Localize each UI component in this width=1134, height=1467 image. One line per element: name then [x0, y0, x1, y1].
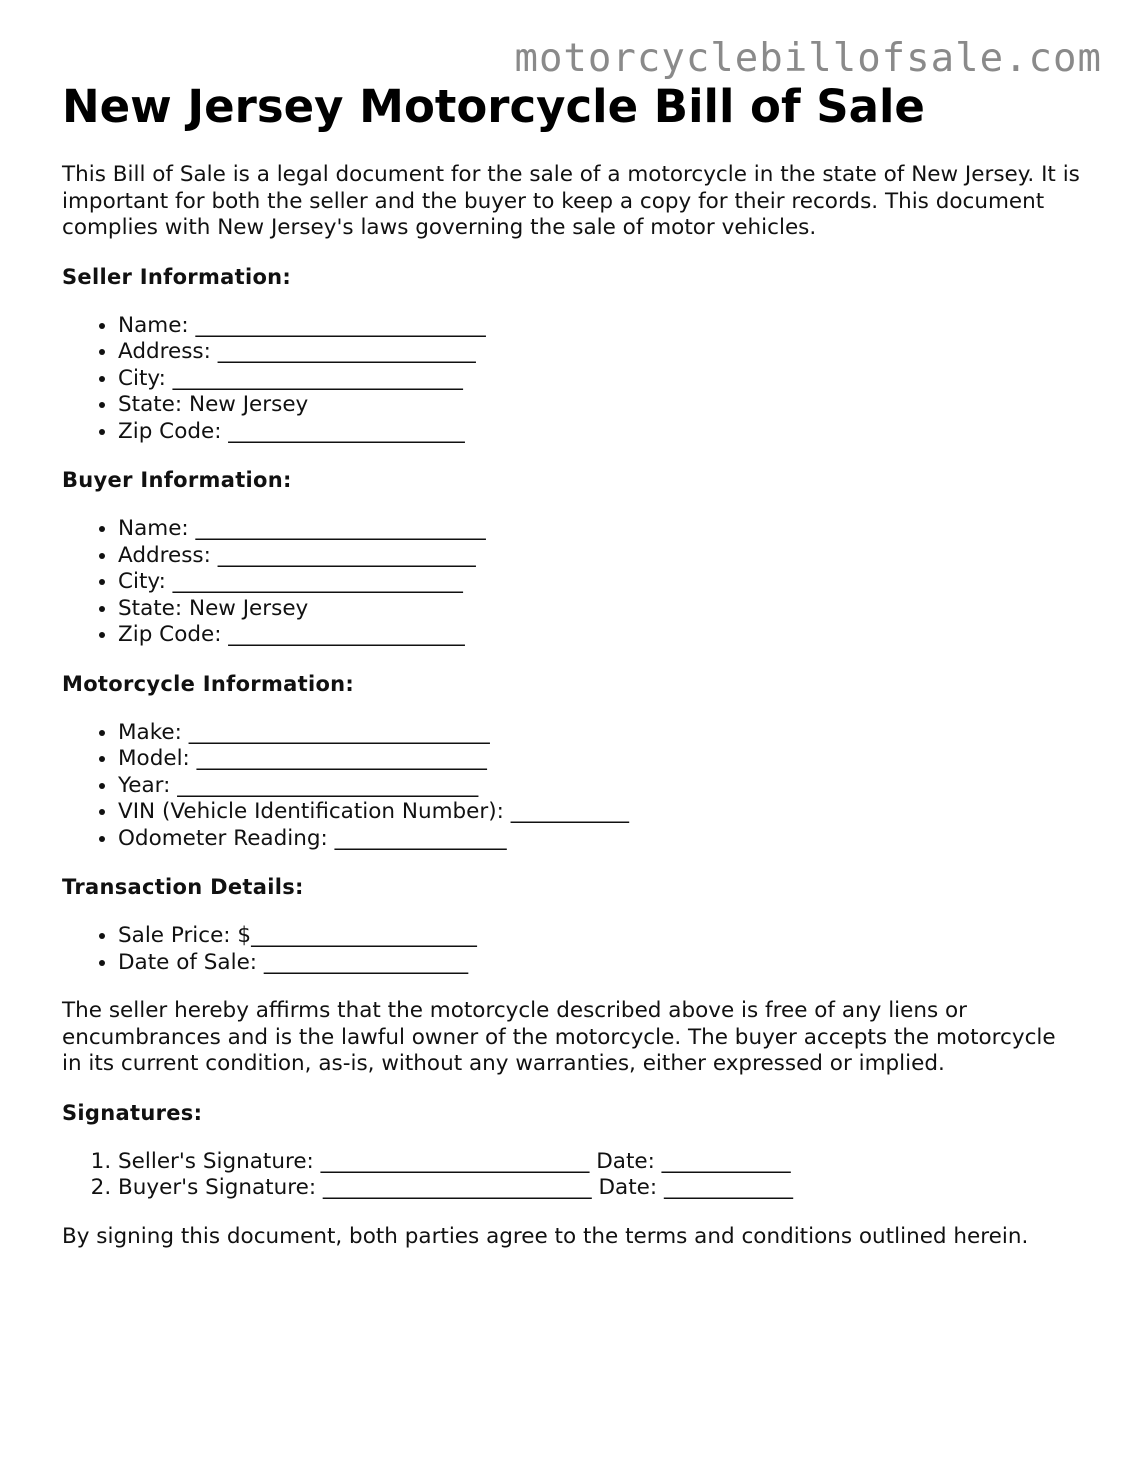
vin-field[interactable]: • VIN (Vehicle Identification Number): ___________: [118, 799, 1082, 826]
affirmation-paragraph: The seller hereby affirms that the motorcycle described above is free of any liens or encumbrances and is the lawful owner of the motorcycle. The buyer accepts the motorcycle in its current condition, as-is, without any warranties, either expressed or implied.: [62, 998, 1056, 1076]
seller-zip-field[interactable]: • Zip Code: ______________________: [118, 419, 1082, 446]
buyer-signature-line[interactable]: 2. Buyer's Signature: _________________________ Date: ____________: [118, 1175, 1082, 1202]
motorcycle-heading: Motorcycle Information:: [62, 671, 355, 696]
seller-state-field: • State: New Jersey: [118, 392, 1082, 419]
year-field[interactable]: • Year: ____________________________: [118, 773, 1082, 800]
page-title: New Jersey Motorcycle Bill of Sale: [62, 80, 925, 133]
buyer-zip-field[interactable]: • Zip Code: ______________________: [118, 622, 1082, 649]
seller-city-field[interactable]: • City: ___________________________: [118, 366, 1082, 393]
seller-address-field[interactable]: • Address: ________________________: [118, 339, 1082, 366]
make-field[interactable]: • Make: ____________________________: [118, 720, 1082, 747]
seller-name-field[interactable]: • Name: ___________________________: [118, 313, 1082, 340]
buyer-address-field[interactable]: • Address: ________________________: [118, 543, 1082, 570]
buyer-heading: Buyer Information:: [62, 468, 292, 492]
sale-date-field[interactable]: • Date of Sale: ___________________: [118, 950, 1082, 977]
intro-paragraph: This Bill of Sale is a legal document for the sale of a motorcycle in the state of New Jersey. It is important for both the seller and the buyer to keep a copy for their records. This document complies with New Jersey's laws governing the sale of motor vehicles.: [62, 162, 1080, 240]
transaction-heading: Transaction Details:: [62, 875, 304, 899]
sale-price-field[interactable]: • Sale Price: $_____________________: [118, 923, 1082, 950]
odometer-field[interactable]: • Odometer Reading: ________________: [118, 826, 1082, 853]
seller-heading: Seller Information:: [62, 264, 292, 289]
buyer-name-field[interactable]: • Name: ___________________________: [118, 516, 1082, 543]
transaction-list: [62, 923, 1082, 976]
seller-list: [62, 313, 1082, 446]
signatures-heading: Signatures:: [62, 1100, 203, 1125]
bill-of-sale-document: [62, 78, 1082, 1250]
buyer-state-field: • State: New Jersey: [118, 596, 1082, 623]
buyer-list: [62, 516, 1082, 649]
signatures-list: [62, 1149, 1082, 1202]
seller-signature-line[interactable]: 1. Seller's Signature: _________________________ Date: ____________: [118, 1149, 1082, 1176]
site-watermark: motorcyclebillofsale.com: [514, 36, 1102, 81]
buyer-city-field[interactable]: • City: ___________________________: [118, 569, 1082, 596]
closing-paragraph: By signing this document, both parties agree to the terms and conditions outlined herein.: [62, 1223, 1029, 1249]
model-field[interactable]: • Model: ___________________________: [118, 746, 1082, 773]
motorcycle-list: [62, 720, 1082, 853]
